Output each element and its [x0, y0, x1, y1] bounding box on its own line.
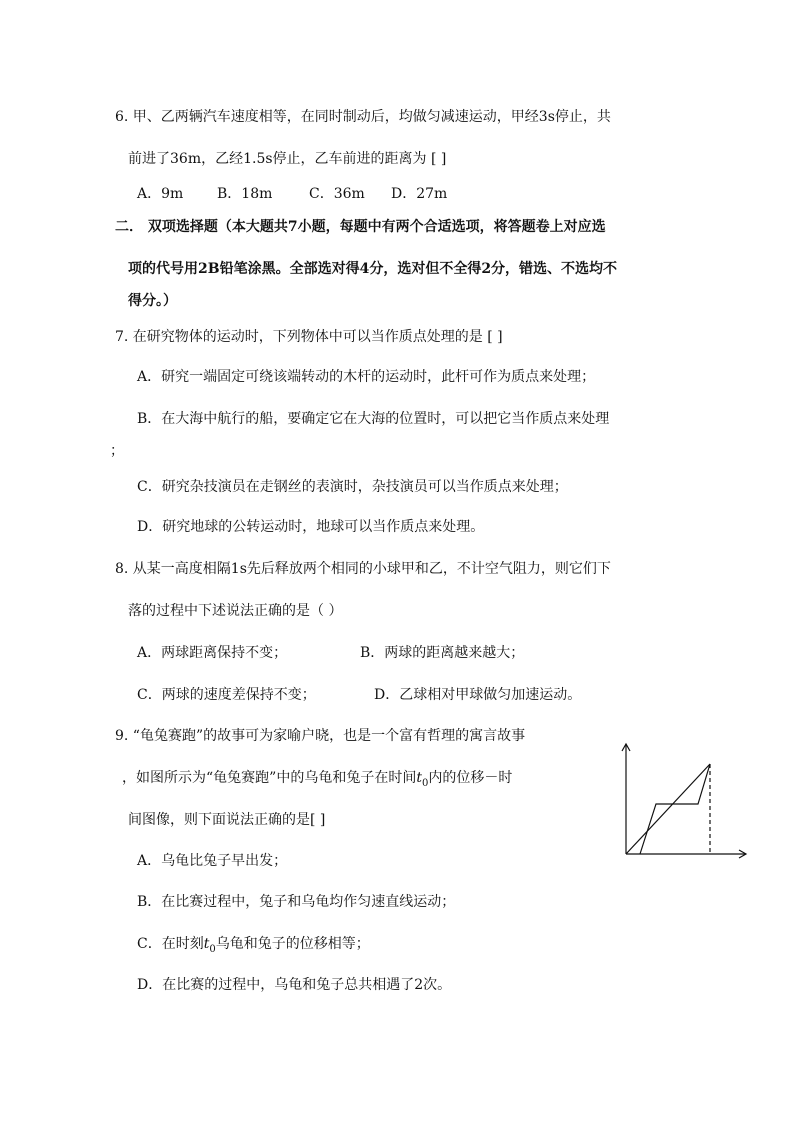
q9-line2-end: 内的位移－时: [428, 770, 513, 786]
q9-option-b: B．在比赛过程中，兔子和乌龟均作匀速直线运动；: [137, 894, 456, 910]
q8-option-d: D．乙球相对甲球做匀加速运动。: [374, 687, 582, 703]
q7-option-b-continued: ；: [110, 443, 124, 459]
section2-line3: 得分。）: [128, 293, 177, 309]
q9-t0-subscript: 0: [421, 777, 429, 789]
section2-line1: 二． 双项选择题（本大题共7小题，每题中有两个合适选项，将答题卷上对应选: [115, 219, 606, 235]
q9-option-c-pre: C．在时刻: [137, 936, 204, 952]
q9-option-c-post: 乌龟和兔子的位移相等；: [215, 936, 370, 952]
graph-tortoise-line: [626, 764, 710, 854]
q7-option-a: A．研究一端固定可绕该端转动的木杆的运动时，此杆可作为质点来处理；: [137, 369, 596, 385]
q9-line1: 9. “龟兔赛跑”的故事可为家喻户晓，也是一个富有哲理的寓言故事: [115, 728, 526, 744]
q7-option-d: D．研究地球的公转运动时，地球可以当作质点来处理。: [137, 519, 485, 535]
q8-option-a: A．两球距离保持不变；: [137, 645, 288, 661]
q9-line2-text: ，如图所示为“龟兔赛跑”中的乌龟和兔子在时间: [122, 770, 417, 786]
q6-option-a: A．9m: [137, 186, 184, 202]
graph-hare-line: [640, 764, 710, 854]
q6-line1: 6. 甲、乙两辆汽车速度相等，在同时制动后，均做匀减速运动，甲经3s停止，共: [115, 109, 611, 125]
q9-displacement-time-graph: [612, 738, 752, 863]
section2-line2: 项的代号用2B铅笔涂黑。全部选对得4分，选对但不全得2分，错选、不选均不: [128, 261, 618, 277]
q7-option-c: C．研究杂技演员在走钢丝的表演时，杂技演员可以当作质点来处理；: [137, 479, 568, 495]
q6-option-b: B．18m: [217, 186, 273, 202]
q7-stem: 7. 在研究物体的运动时，下列物体中可以当作质点处理的是 [ ]: [115, 329, 503, 345]
q8-option-c: C．两球的速度差保持不变；: [137, 687, 316, 703]
q9-option-c-t0: t: [203, 936, 210, 952]
q8-line2: 落的过程中下述说法正确的是（ ）: [128, 603, 343, 619]
q6-option-d: D．27m: [391, 186, 448, 202]
q9-option-c-t0-subscript: 0: [209, 943, 216, 955]
q8-line1: 8. 从某一高度相隔1s先后释放两个相同的小球甲和乙，不计空气阻力，则它们下: [115, 561, 611, 577]
q7-option-b: B．在大海中航行的船，要确定它在大海的位置时，可以把它当作质点来处理: [137, 411, 610, 427]
q9-option-a: A．乌龟比兔子早出发；: [137, 853, 288, 869]
q6-option-c: C．36m: [309, 186, 365, 202]
q9-line3: 间图像，则下面说法正确的是[ ]: [128, 812, 326, 828]
q6-options: [137, 184, 447, 204]
q8-option-b: B．两球的距离越来越大；: [360, 645, 525, 661]
q9-t0-symbol: t: [416, 770, 422, 786]
q6-line2: 前进了36m，乙经1.5s停止，乙车前进的距离为 [ ]: [128, 151, 447, 167]
q9-option-c: [137, 934, 370, 960]
q9-line2: [122, 768, 512, 794]
q9-option-d: D．在比赛的过程中，乌龟和兔子总共相遇了2次。: [137, 977, 452, 993]
